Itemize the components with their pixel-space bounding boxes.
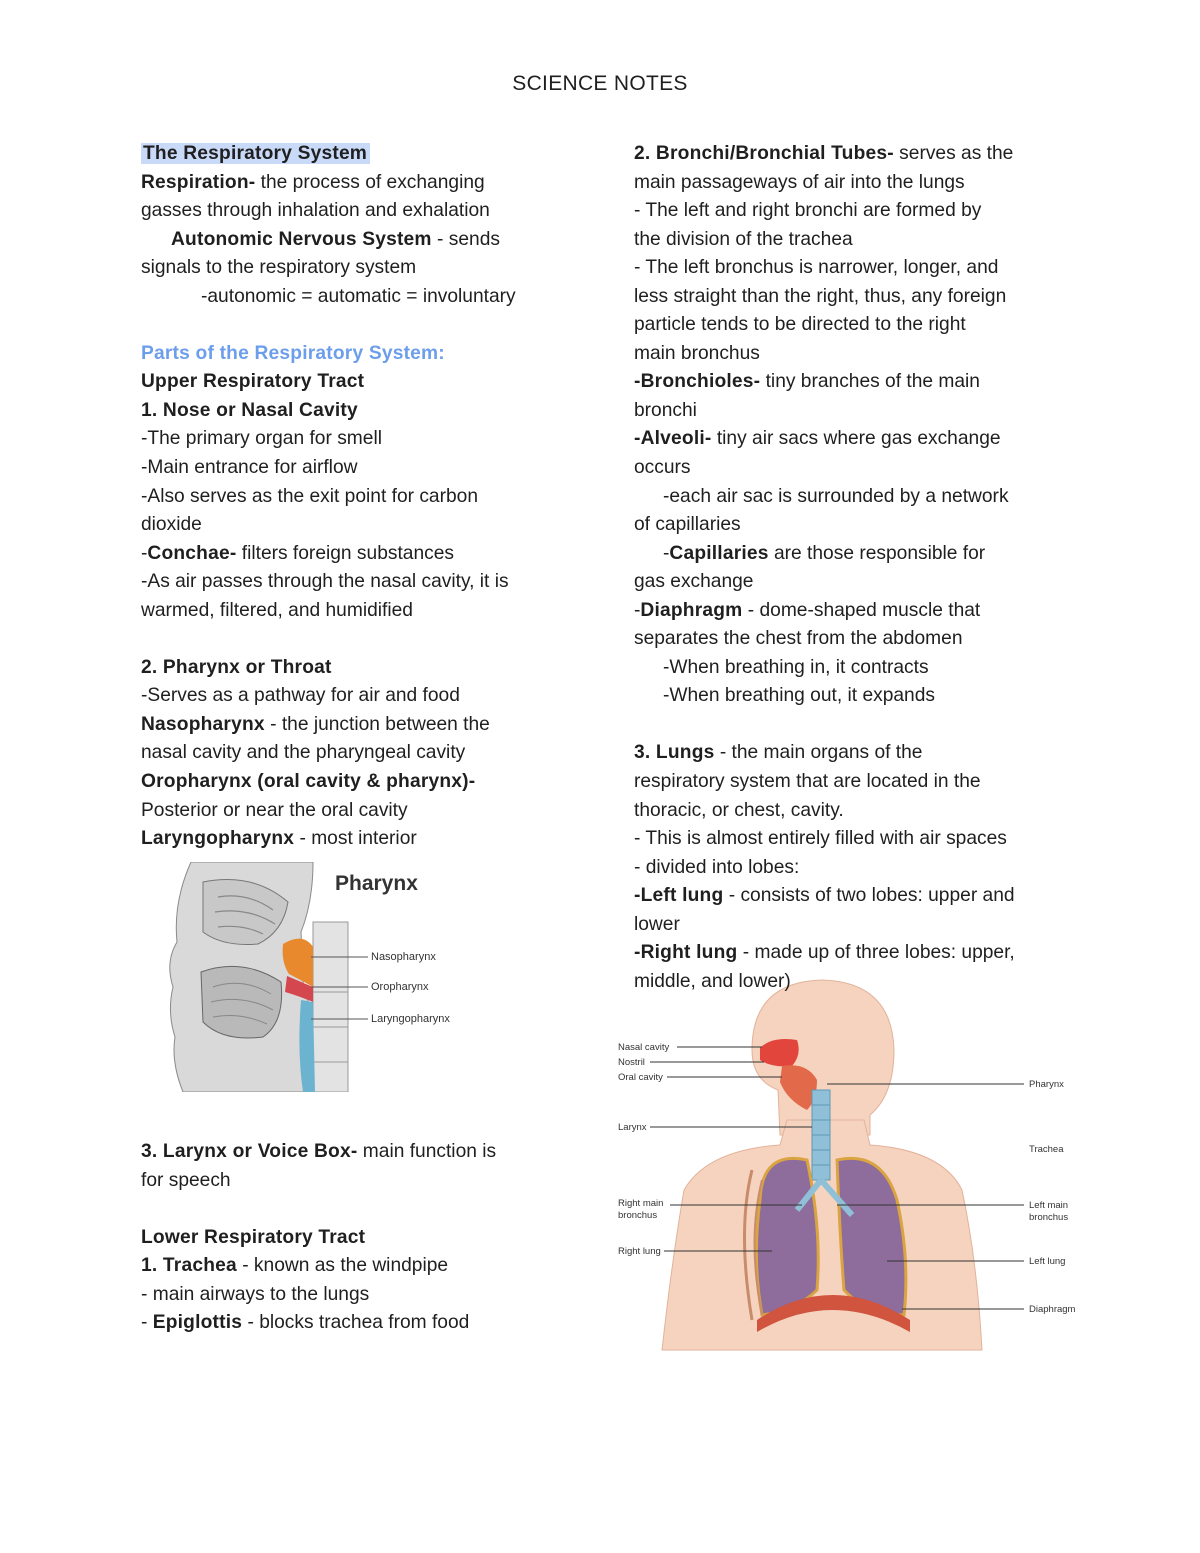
- label-diaphragm: Diaphragm: [1029, 1304, 1076, 1315]
- def-laryngopharynx: - most interior: [294, 828, 417, 850]
- label-oral-cavity: Oral cavity: [618, 1072, 663, 1083]
- def-nasopharynx-cont: nasal cavity and the pharyngeal cavity: [141, 742, 466, 764]
- nose-heading: 1. Nose or Nasal Cavity: [141, 399, 358, 421]
- def-bronchioles-cont: bronchi: [634, 399, 697, 421]
- def-right-lung: - made up of three lobes: upper,: [737, 942, 1015, 964]
- term-conchae: Conchae-: [147, 542, 237, 564]
- label-nostril: Nostril: [618, 1057, 645, 1068]
- def-left-lung: - consists of two lobes: upper and: [723, 885, 1015, 907]
- list-item: the division of the trachea: [634, 228, 853, 250]
- def-larynx: main function is: [357, 1141, 497, 1162]
- def-oropharynx: Posterior or near the oral cavity: [141, 799, 408, 821]
- list-item: warmed, filtered, and humidified: [141, 599, 413, 621]
- term-capillaries: Capillaries: [669, 542, 769, 564]
- pharynx-figure-title: Pharynx: [335, 872, 418, 895]
- def-autonomic: - sends: [431, 228, 500, 250]
- def-autonomic-cont: signals to the respiratory system: [141, 257, 417, 279]
- label-oropharynx: Oropharynx: [371, 981, 429, 993]
- list-item: -The primary organ for smell: [141, 428, 382, 450]
- lower-tract-heading: Lower Respiratory Tract: [141, 1226, 366, 1248]
- list-item: -When breathing in, it contracts: [663, 656, 929, 678]
- def-diaphragm: - dome-shaped muscle that: [742, 599, 981, 621]
- label-left-main: Left main: [1029, 1200, 1069, 1211]
- def-capillaries: are those responsible for: [768, 542, 986, 564]
- list-item: of capillaries: [634, 514, 741, 536]
- def-respiration: the process of exchanging: [255, 171, 485, 193]
- list-item: main bronchus: [634, 342, 760, 364]
- def-larynx-cont: for speech: [141, 1169, 231, 1191]
- list-item: -Serves as a pathway for air and food: [141, 685, 460, 707]
- term-diaphragm: Diaphragm: [640, 599, 743, 621]
- def-trachea: - known as the windpipe: [236, 1255, 449, 1277]
- label-right-lung: Right lung: [618, 1246, 661, 1257]
- autonomic-note: -autonomic = automatic = involuntary: [201, 285, 516, 307]
- left-column: [141, 140, 581, 854]
- term-right-lung: -Right lung: [634, 942, 738, 964]
- def-lungs-cont: thoracic, or chest, cavity.: [634, 799, 844, 821]
- list-item: -As air passes through the nasal cavity, it is: [141, 571, 509, 593]
- respiratory-system-diagram: [612, 970, 1087, 1355]
- term-trachea: 1. Trachea: [141, 1255, 237, 1277]
- list-item: - main airways to the lungs: [141, 1283, 370, 1305]
- list-item: -Also serves as the exit point for carbon: [141, 485, 479, 507]
- term-respiration: Respiration-: [141, 171, 256, 193]
- def-bronchi: serves as the: [893, 143, 1014, 164]
- label-right-bronchus: bronchus: [618, 1210, 658, 1221]
- def-epiglottis: - blocks trachea from food: [242, 1312, 470, 1334]
- label-larynx: Larynx: [618, 1122, 647, 1133]
- term-bronchioles: -Bronchioles-: [634, 371, 761, 393]
- def-lungs-cont: respiratory system that are located in the: [634, 771, 981, 793]
- term-laryngopharynx: Laryngopharynx: [141, 828, 295, 850]
- label-right-main: Right main: [618, 1198, 664, 1209]
- label-pharynx: Pharynx: [1029, 1079, 1064, 1090]
- list-item: particle tends to be directed to the right: [634, 314, 966, 336]
- def-right-lung-cont: middle, and lower): [634, 970, 791, 992]
- section-heading: The Respiratory System: [141, 143, 370, 164]
- label-left-bronchus: bronchus: [1029, 1212, 1069, 1223]
- dash: -: [634, 599, 641, 621]
- def-alveoli: tiny air sacs where gas exchange: [711, 428, 1001, 450]
- list-item: dioxide: [141, 514, 202, 536]
- def-lungs: - the main organs of the: [714, 742, 923, 764]
- upper-tract-heading: Upper Respiratory Tract: [141, 371, 365, 393]
- dash: -: [141, 542, 148, 564]
- list-item: -When breathing out, it expands: [663, 685, 935, 707]
- term-oropharynx: Oropharynx (oral cavity & pharynx)-: [141, 771, 476, 793]
- def-bronchioles: tiny branches of the main: [760, 371, 980, 393]
- def-conchae: filters foreign substances: [236, 542, 454, 564]
- term-nasopharynx: Nasopharynx: [141, 713, 265, 735]
- def-diaphragm-cont: separates the chest from the abdomen: [634, 628, 963, 650]
- term-lungs: 3. Lungs: [634, 742, 715, 764]
- label-nasopharynx: Nasopharynx: [371, 951, 436, 963]
- pharynx-heading: 2. Pharynx or Throat: [141, 656, 332, 678]
- def-left-lung-cont: lower: [634, 913, 680, 935]
- label-trachea: Trachea: [1029, 1144, 1064, 1155]
- def-nasopharynx: - the junction between the: [264, 713, 490, 735]
- term-autonomic: Autonomic Nervous System: [171, 228, 432, 250]
- dash: -: [663, 542, 670, 564]
- list-item: - The left and right bronchi are formed by: [634, 200, 982, 222]
- label-nasal-cavity: Nasal cavity: [618, 1042, 670, 1053]
- list-item: - The left bronchus is narrower, longer, and: [634, 257, 999, 279]
- list-item: - divided into lobes:: [634, 856, 800, 878]
- label-laryngopharynx: Laryngopharynx: [371, 1013, 450, 1025]
- parts-heading: Parts of the Respiratory System:: [141, 342, 445, 364]
- page-title: SCIENCE NOTES: [512, 72, 688, 95]
- def-bronchi-cont: main passageways of air into the lungs: [634, 171, 965, 193]
- pharynx-diagram: [163, 862, 473, 1092]
- term-alveoli: -Alveoli-: [634, 428, 712, 450]
- def-capillaries-cont: gas exchange: [634, 571, 754, 593]
- list-item: - This is almost entirely filled with air spaces: [634, 828, 1007, 850]
- list-item: -Main entrance for airflow: [141, 457, 358, 479]
- def-alveoli-cont: occurs: [634, 457, 691, 479]
- dash: -: [141, 1312, 153, 1334]
- def-respiration-cont: gasses through inhalation and exhalation: [141, 200, 490, 222]
- label-left-lung: Left lung: [1029, 1256, 1066, 1267]
- term-epiglottis: Epiglottis: [152, 1312, 243, 1334]
- term-bronchi: 2. Bronchi/Bronchial Tubes-: [634, 143, 894, 164]
- right-column: [634, 140, 1074, 996]
- term-left-lung: -Left lung: [634, 885, 724, 907]
- left-column-lower: [141, 1138, 581, 1338]
- list-item: -each air sac is surrounded by a network: [663, 485, 1009, 507]
- term-larynx: 3. Larynx or Voice Box-: [141, 1141, 358, 1162]
- list-item: less straight than the right, thus, any foreign: [634, 285, 1007, 307]
